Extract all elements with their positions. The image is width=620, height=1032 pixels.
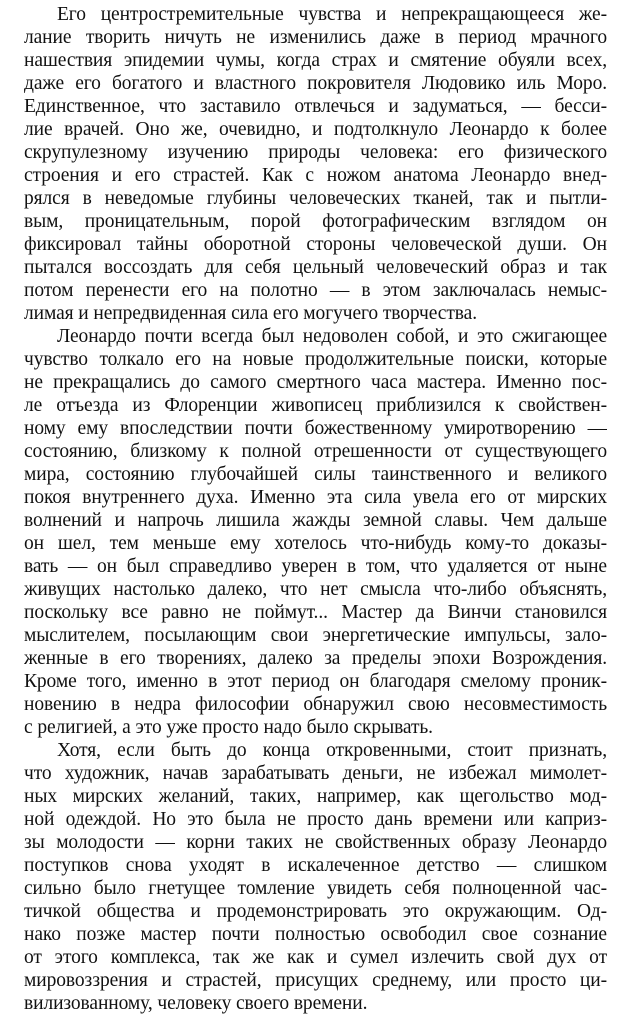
text-line: покоя внутреннего духа. Именно эта сила увела его от мирских [24, 487, 607, 508]
text-line: лание творить ничуть не изменились даже в период мрачного [24, 27, 607, 48]
text-line: потом перенести его на полотно — в этом заключалась немыс- [24, 280, 607, 301]
text-line: волнений и напрочь лишила жажды земной славы. Чем дальше [24, 510, 607, 531]
text-line: чувство толкало его на новые продолжительные поиски, которые [24, 349, 607, 370]
text-line: женные в его творениях, далеко за пределы эпохи Возрождения. [24, 648, 607, 669]
text-line: он шел, тем меньше ему хотелось что-нибудь кому-то доказы- [24, 533, 607, 554]
text-line: вым, проницательным, порой фотографическим взглядом он [24, 211, 607, 232]
text-line: лие врачей. Оно же, очевидно, и подтолкнуло Леонардо к более [24, 119, 607, 140]
text-line: Леонардо почти всегда был недоволен собой, и это сжигающее [57, 326, 607, 347]
text-line: пытался воссоздать для себя цельный человеческий образ и так [24, 257, 607, 278]
text-line: живущих настолько далеко, что нет смысла что-либо объяснять, [24, 579, 607, 600]
text-line: нако позже мастер почти полностью освободил свое сознание [24, 924, 607, 945]
text-line: с религией, а это уже просто надо было скрывать. [24, 717, 433, 738]
text-line: Кроме того, именно в этот период он благодаря смелому проник- [24, 671, 607, 692]
text-line: тичкой общества и продемонстрировать это окружающим. Од- [24, 901, 607, 922]
text-line: мира, состоянию глубочайшей силы таинственного и великого [24, 464, 607, 485]
text-line: не прекращались до самого смертного часа мастера. Именно пос- [24, 372, 607, 393]
text-line: что художник, начав зарабатывать деньги, не избежал мимолет- [24, 763, 607, 784]
text-line: фиксировал тайны оборотной стороны человеческой души. Он [24, 234, 607, 255]
text-line: Единственное, что заставило отвлечься и задуматься, — бесси- [24, 96, 607, 117]
text-line: поскольку все равно не поймут... Мастер да Винчи становился [24, 602, 607, 623]
text-line: скрупулезному изучению природы человека: его физического [24, 142, 607, 163]
text-line: даже его богатого и властного покровителя Людовико иль Моро. [24, 73, 607, 94]
text-line: ле отъезда из Флоренции живописец приблизился к свойствен- [24, 395, 607, 416]
text-line: поступков снова уходят в искалеченное детство — слишком [24, 855, 607, 876]
text-line: лимая и непредвиденная сила его могучего творчества. [24, 303, 477, 324]
text-line: мыслителем, посылающим свои энергетические импульсы, зало- [24, 625, 607, 646]
text-line: Его центростремительные чувства и непрекращающееся же- [57, 4, 607, 25]
text-line: Хотя, если быть до конца откровенными, стоит признать, [57, 740, 607, 761]
text-line: зы молодости — корни таких не свойственных образу Леонардо [24, 832, 607, 853]
text-line: мировоззрения и страстей, присущих среднему, или просто ци- [24, 970, 607, 991]
text-line: нашествия эпидемии чумы, когда страх и смятение обуяли всех, [24, 50, 607, 71]
text-line: вать — он был справедливо уверен в том, что удаляется от ныне [24, 556, 607, 577]
text-line: рялся в неведомые глубины человеческих тканей, так и пытли- [24, 188, 607, 209]
text-line: вилизованному, человеку своего времени. [24, 993, 368, 1014]
text-line: ному ему впоследствии почти божественному умиротворению — [24, 418, 607, 439]
text-line: строения и его страстей. Как с ножом анатома Леонардо внед- [24, 165, 607, 186]
text-line: от этого комплекса, так же как и сумел излечить свой дух от [24, 947, 607, 968]
text-line: сильно было гнетущее томление увидеть себя полноценной час- [24, 878, 607, 899]
text-line: ной одеждой. Но это была не просто дань времени или каприз- [24, 809, 607, 830]
text-line: новению в недра философии обнаружил свою несовместимость [24, 694, 607, 715]
text-line: ных мирских желаний, таких, например, как щегольство мод- [24, 786, 607, 807]
text-line: состоянию, близкому к полной отрешенности от существующего [24, 441, 607, 462]
